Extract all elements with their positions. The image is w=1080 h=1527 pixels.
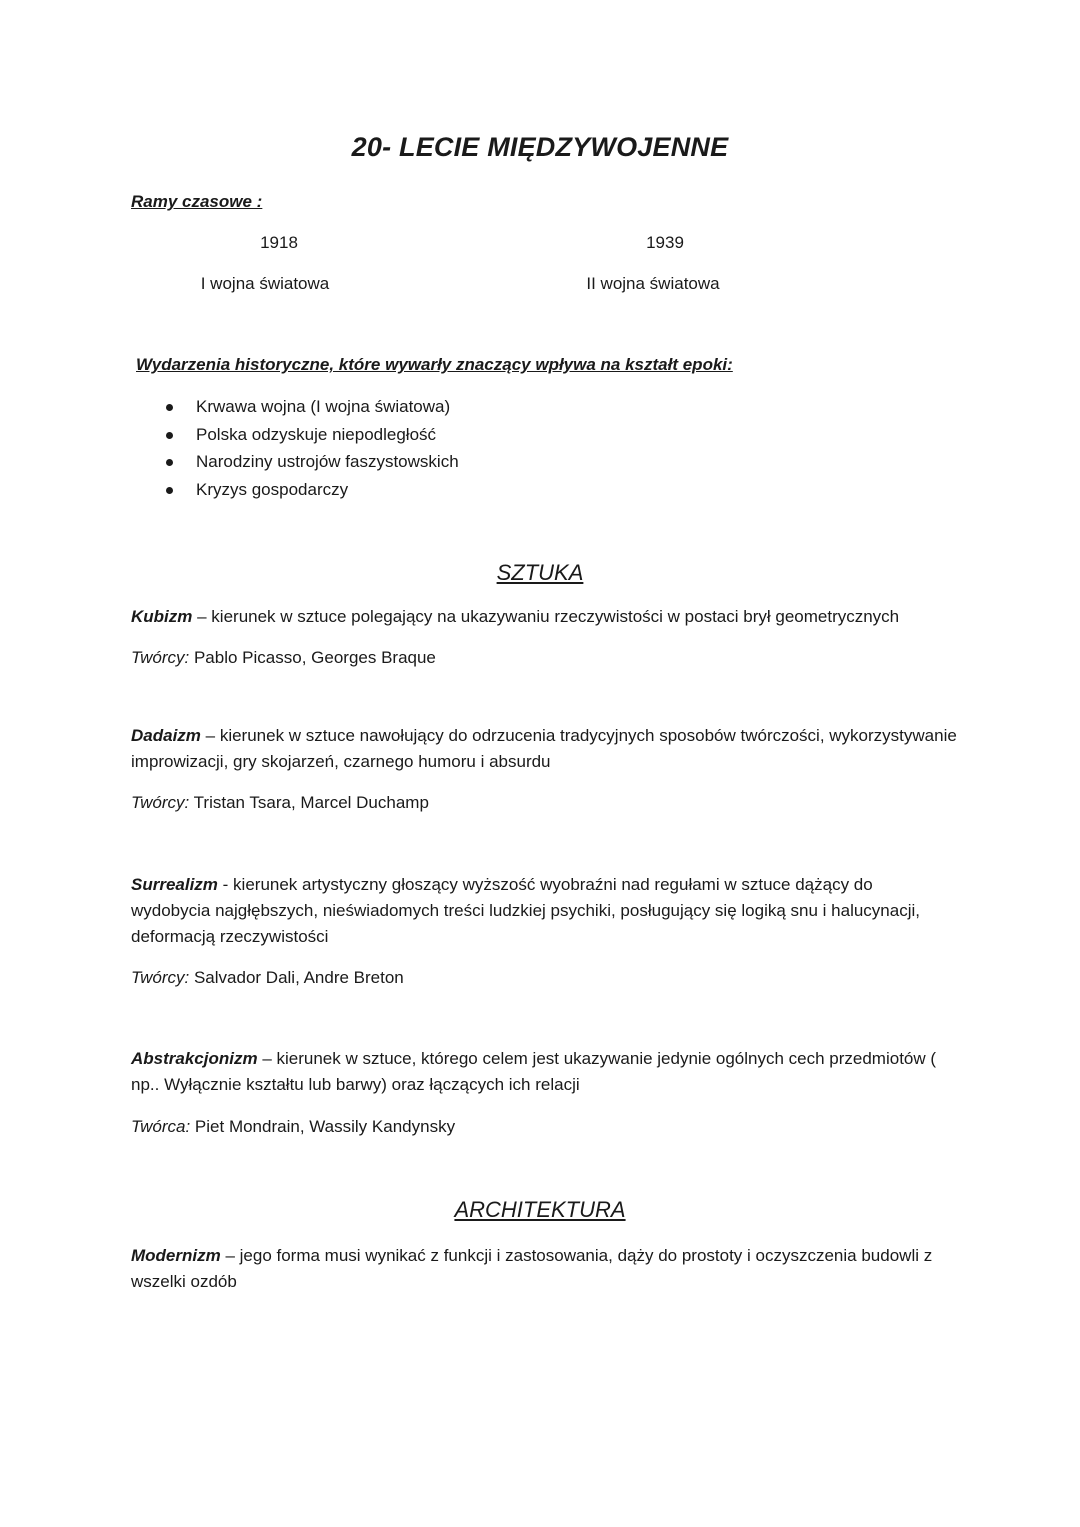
movement-definition: kierunek artystyczny głoszący wyższość wyobraźni nad regułami w sztuce dążący do wydobycia najgłębszych, nieświadomych treści ludzkiej psychiki, posługujący się logiką snu i halucynacji, deformacją rzeczywistości [131, 875, 920, 946]
timeframe-end-year: 1939 [646, 233, 684, 252]
movement-definition: jego forma musi wynikać z funkcji i zastosowania, dąży do prostoty i oczyszczenia budowli z wszelki ozdób [131, 1246, 933, 1291]
movement-name: Kubizm [131, 607, 193, 626]
page-title: 20- LECIE MIĘDZYWOJENNE [351, 132, 729, 162]
list-item: Narodziny ustrojów faszystowskich [196, 448, 459, 476]
creators-dadaizm: Twórcy: Tristan Tsara, Marcel Duchamp [131, 793, 429, 812]
creators-kubizm: Twórcy: Pablo Picasso, Georges Braque [131, 648, 436, 667]
list-item: Kryzys gospodarczy [196, 476, 459, 504]
movement-kubizm: Kubizm – kierunek w sztuce polegający na ukazywaniu rzeczywistości w postaci brył geometrycznych [131, 607, 900, 626]
bullet-icon [166, 487, 173, 494]
movement-name: Modernizm [131, 1246, 221, 1265]
timeframe-end-event: II wojna światowa [586, 274, 720, 293]
creators-abstrakcjonizm: Twórca: Piet Mondrain, Wassily Kandynsky [131, 1117, 456, 1136]
movement-name: Dadaizm [131, 726, 201, 745]
creators-surrealizm: Twórcy: Salvador Dali, Andre Breton [131, 968, 404, 987]
timeframe-start-year: 1918 [260, 233, 298, 252]
events-list [196, 393, 459, 503]
events-heading: Wydarzenia historyczne, które wywarły znaczący wpływa na kształt epoki: [136, 355, 733, 374]
list-item: Polska odzyskuje niepodległość [196, 421, 459, 449]
movement-surrealizm: Surrealizm - kierunek artystyczny głoszący wyższość wyobraźni nad regułami w sztuce dążący do wydobycia najgłębszych, nieświadomych treści ludzkiej psychiki, posługujący się logiką snu i halucynacji, deformacją rzeczywistości [131, 875, 920, 946]
list-item: Krwawa wojna (I wojna światowa) [196, 393, 459, 421]
movement-abstrakcjonizm: Abstrakcjonizm – kierunek w sztuce, którego celem jest ukazywanie jedynie ogólnych cech przedmiotów ( np.. Wyłącznie kształtu lub barwy) oraz łączących ich relacji [131, 1049, 937, 1094]
movement-definition: kierunek w sztuce nawołujący do odrzucenia tradycyjnych sposobów twórczości, wykorzystywanie improwizacji, gry skojarzeń, czarnego humoru i absurdu [131, 726, 957, 771]
movement-name: Abstrakcjonizm [131, 1049, 258, 1068]
timeframe-start-event: I wojna światowa [200, 274, 330, 293]
movement-definition: kierunek w sztuce, którego celem jest ukazywanie jedynie ogólnych cech przedmiotów ( np.. Wyłącznie kształtu lub barwy) oraz łączących ich relacji [131, 1049, 937, 1094]
bullet-icon [166, 404, 173, 411]
timeframe-heading: Ramy czasowe : [131, 192, 263, 211]
bullet-icon [166, 459, 173, 466]
movement-name: Surrealizm [131, 875, 218, 894]
art-heading: SZTUKA [496, 560, 584, 585]
architecture-heading: ARCHITEKTURA [454, 1197, 626, 1222]
movement-definition: kierunek w sztuce polegający na ukazywaniu rzeczywistości w postaci brył geometrycznych [211, 607, 900, 626]
movement-modernizm: Modernizm – jego forma musi wynikać z funkcji i zastosowania, dąży do prostoty i oczyszczenia budowli z wszelki ozdób [131, 1246, 933, 1291]
bullet-icon [166, 432, 173, 439]
movement-dadaizm: Dadaizm – kierunek w sztuce nawołujący do odrzucenia tradycyjnych sposobów twórczości, wykorzystywanie improwizacji, gry skojarzeń, czarnego humoru i absurdu [131, 726, 957, 771]
